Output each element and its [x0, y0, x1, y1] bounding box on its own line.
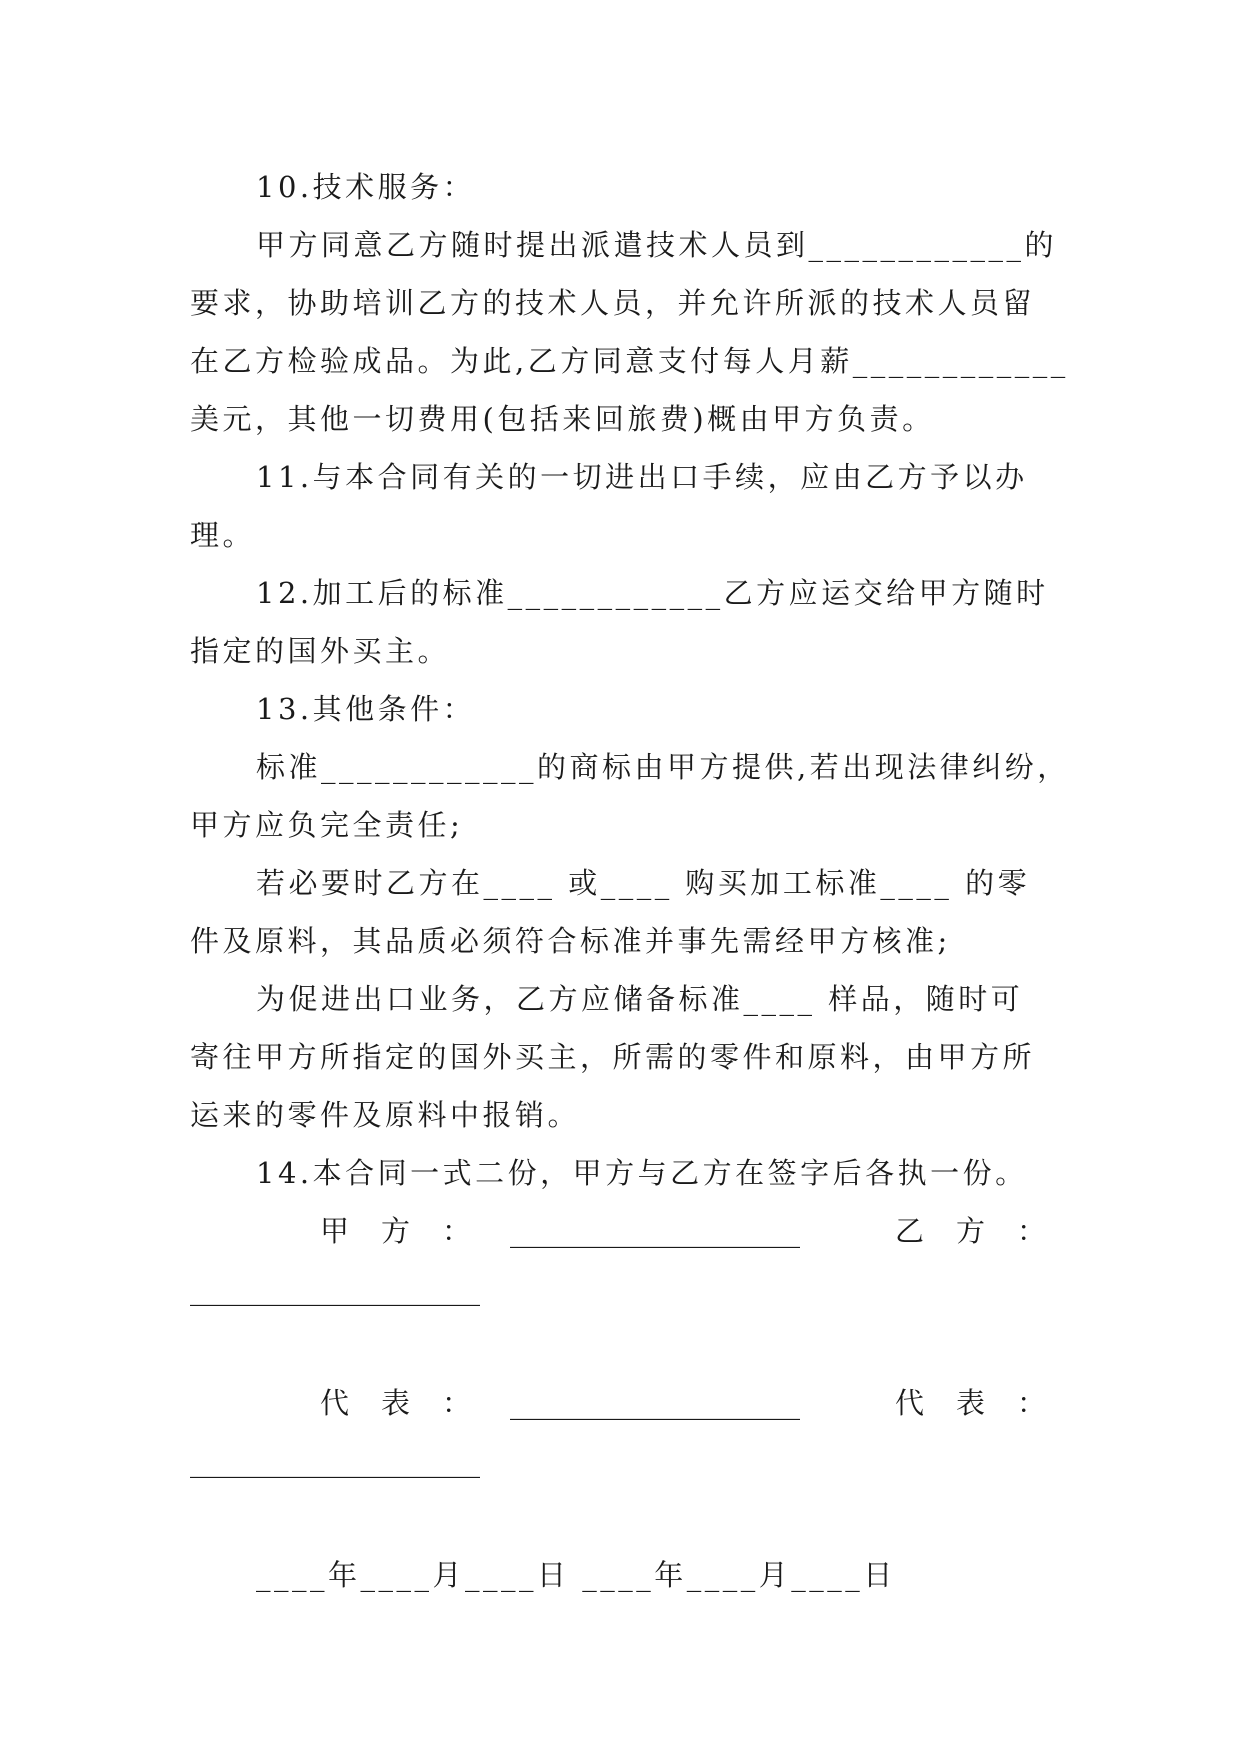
paragraph-line: 件及原料，其品质必须符合标准并事先需经甲方核准;: [190, 924, 951, 958]
paragraph-line: 要求，协助培训乙方的技术人员，并允许所派的技术人员留: [190, 286, 1036, 320]
signature-row-parties: [190, 1202, 1079, 1260]
clause-13-heading: 13.其他条件：: [256, 692, 476, 726]
party-b-signature-line: ____________________: [190, 1272, 480, 1306]
party-a-label: 甲方：: [320, 1214, 504, 1248]
clause-11: 11.与本合同有关的一切进出口手续，应由乙方予以办: [256, 460, 1028, 494]
paragraph-line: 美元，其他一切费用(包括来回旅费)概由甲方负责。: [190, 402, 935, 436]
paragraph-line: 若必要时乙方在____ 或____ 购买加工标准____ 的零: [256, 866, 1031, 900]
paragraph-line: 指定的国外买主。: [190, 634, 451, 668]
clause-12: 12.加工后的标准____________乙方应运交给甲方随时: [256, 576, 1049, 610]
rep-b-label: 代表：: [895, 1386, 1079, 1420]
paragraph-line: 甲方应负完全责任;: [190, 808, 464, 842]
paragraph-line: 标准____________的商标由甲方提供,若出现法律纠纷，: [256, 750, 1070, 784]
paragraph-line: 在乙方检验成品。为此,乙方同意支付每人月薪____________: [190, 344, 1069, 378]
date-line: ____年____月____日 ____年____月____日: [256, 1558, 896, 1592]
signature-row-representatives: [190, 1374, 1079, 1432]
paragraph-line: 理。: [190, 518, 256, 552]
party-b-label: 乙方：: [895, 1214, 1079, 1248]
paragraph-line: 寄往甲方所指定的国外买主，所需的零件和原料，由甲方所: [190, 1040, 1036, 1074]
rep-b-signature-line: ____________________: [190, 1444, 480, 1478]
rep-a-signature-line: ____________________: [510, 1386, 800, 1420]
contract-body: [190, 158, 1079, 1604]
clause-10-heading: 10.技术服务：: [256, 170, 476, 204]
party-a-signature-line: ____________________: [510, 1214, 800, 1248]
paragraph-line: 运来的零件及原料中报销。: [190, 1098, 581, 1132]
paragraph-line: 为促进出口业务，乙方应储备标准____ 样品，随时可: [256, 982, 1024, 1016]
rep-a-label: 代表：: [320, 1386, 504, 1420]
clause-14: 14.本合同一式二份，甲方与乙方在签字后各执一份。: [256, 1156, 1028, 1190]
paragraph-line: 甲方同意乙方随时提出派遣技术人员到____________的: [256, 228, 1058, 262]
